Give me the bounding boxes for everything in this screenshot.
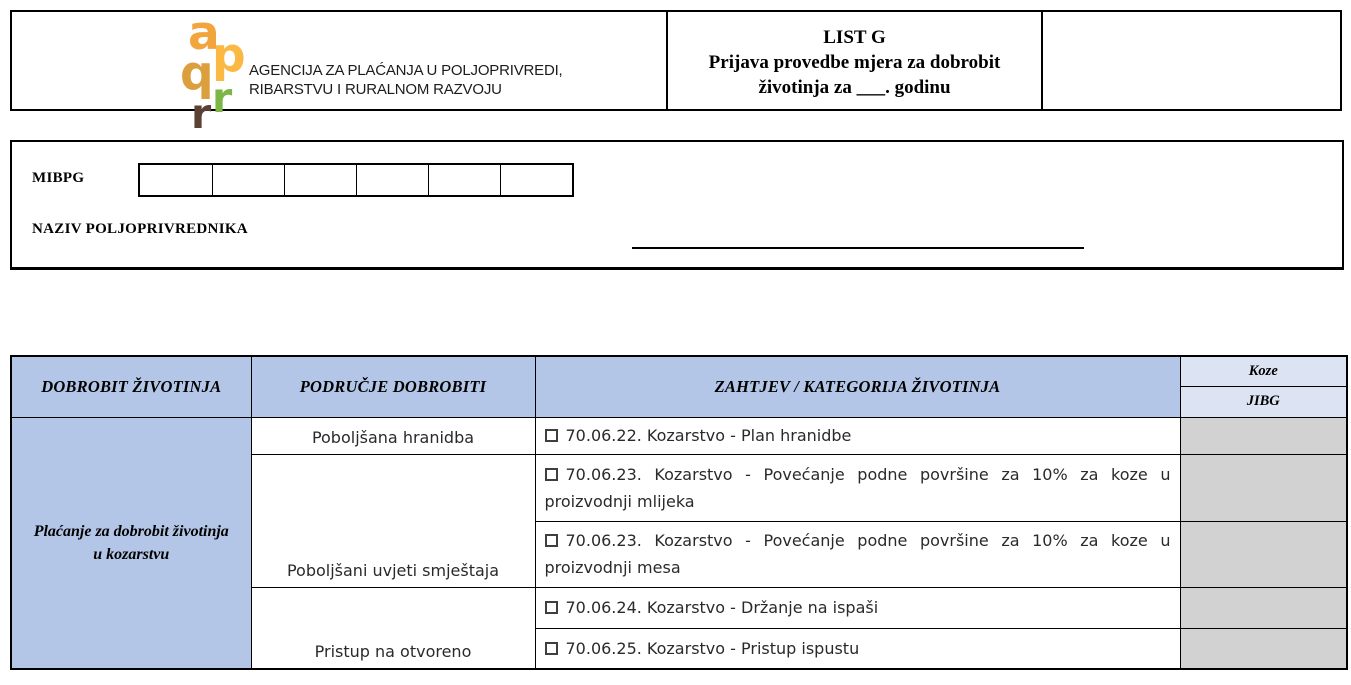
logo-letter-r-brown: r (191, 90, 212, 138)
requirement-text-line2: proizvodnji mesa (544, 558, 681, 577)
requirement-cell-70-06-24 (535, 587, 1180, 628)
mibpg-digit-box-1[interactable] (140, 165, 212, 195)
welfare-measures-table (10, 355, 1348, 670)
farm-info-box (10, 140, 1344, 270)
area-cell-outdoor: Pristup na otvoreno (251, 587, 535, 669)
col-header-jibg: JIBG (1180, 386, 1347, 417)
mibpg-label: MIBPG (32, 170, 85, 186)
area-cell-feeding: Poboljšana hranidba (251, 417, 535, 454)
logo-letter-q: q (180, 46, 214, 101)
requirement-checkbox[interactable] (545, 429, 558, 442)
jibg-input-cell[interactable] (1180, 417, 1347, 454)
mibpg-digit-grid (138, 163, 574, 197)
agency-name-line2: RIBARSTVU I RURALNOM RAZVOJU (249, 81, 502, 98)
form-title-code: LIST G (823, 27, 886, 48)
mibpg-digit-box-6[interactable] (500, 165, 572, 195)
requirement-checkbox[interactable] (545, 468, 558, 481)
measure-cell: Plaćanje za dobrobit životinja u kozarstvu (11, 417, 251, 669)
farmer-name-label: NAZIV POLJOPRIVREDNIKA (32, 221, 248, 237)
header-empty-cell (1043, 12, 1340, 109)
requirement-text: 70.06.25. Kozarstvo - Pristup ispustu (565, 638, 860, 658)
form-title-line2: Prijava provedbe mjera za dobrobit (708, 52, 1001, 73)
farmer-name-field[interactable] (632, 231, 1084, 249)
mibpg-digit-box-3[interactable] (284, 165, 356, 195)
col-header-species-koze: Koze (1180, 356, 1347, 386)
logo-letter-p: p (212, 28, 246, 83)
jibg-input-cell[interactable] (1180, 521, 1347, 587)
requirement-cell-70-06-25 (535, 628, 1180, 669)
agency-header-cell (12, 6, 666, 138)
requirement-text: 70.06.22. Kozarstvo - Plan hranidbe (565, 426, 852, 445)
logo-letter-r-green: r (212, 74, 233, 122)
requirement-text-line2: proizvodnji mlijeka (544, 491, 695, 511)
agency-name (249, 61, 563, 99)
requirement-text: 70.06.23. Kozarstvo - Povećanje podne površine za 10% za koze u (565, 531, 1171, 550)
logo-letter-a: a (188, 6, 220, 61)
requirement-checkbox[interactable] (545, 601, 558, 614)
requirement-checkbox[interactable] (545, 642, 558, 655)
requirement-text: 70.06.24. Kozarstvo - Držanje na ispaši (565, 598, 879, 617)
form-title (666, 12, 1043, 109)
agency-name-line1: AGENCIJA ZA PLAĆANJA U POLJOPRIVREDI, (249, 62, 563, 79)
form-header (10, 6, 1342, 138)
col-header-requirement: ZAHTJEV / KATEGORIJA ŽIVOTINJA (535, 356, 1180, 417)
col-header-welfare-area: PODRUČJE DOBROBITI (251, 356, 535, 417)
requirement-text: 70.06.23. Kozarstvo - Povećanje podne površine za 10% za koze u (565, 464, 1171, 484)
requirement-cell-70-06-23-milk (535, 454, 1180, 521)
jibg-input-cell[interactable] (1180, 628, 1347, 669)
mibpg-digit-box-4[interactable] (356, 165, 428, 195)
requirement-checkbox[interactable] (545, 534, 558, 547)
mibpg-digit-box-2[interactable] (212, 165, 284, 195)
col-header-animal-welfare: DOBROBIT ŽIVOTINJA (11, 356, 251, 417)
form-title-line3: životinja za ___. godinu (758, 77, 951, 98)
area-cell-housing: Poboljšani uvjeti smještaja (251, 454, 535, 587)
requirement-cell-70-06-23-meat (535, 521, 1180, 587)
jibg-input-cell[interactable] (1180, 454, 1347, 521)
apprrr-logo-icon (164, 6, 256, 138)
jibg-input-cell[interactable] (1180, 587, 1347, 628)
mibpg-digit-box-5[interactable] (428, 165, 500, 195)
requirement-cell-70-06-22 (535, 417, 1180, 454)
